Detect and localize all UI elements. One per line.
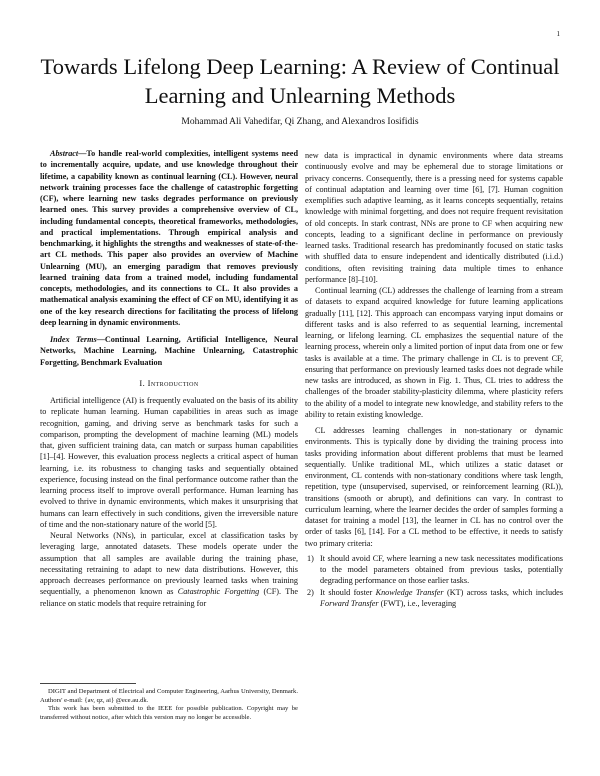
criteria-text: It should avoid CF, where learning a new task necessitates modifications to the model parameters obtained from previous tasks, potentially degrading performance on those earlier tasks.	[320, 553, 563, 586]
intro-paragraph-1: Artificial intelligence (AI) is frequently evaluated on the basis of its ability to replicate human learning. Human capabilities in areas such as image recognition, gaming, and driving serve as benchmark tasks for such a comparison, prompting the development of machine learning (ML) models that, given sufficient training data, can match or surpass human capabilities [1]–[4]. However, this evaluation process neglects a critical aspect of human learning, i.e. its robustness to changing tasks and sequentially obtained experience, focusing instead on the final performance outcome rather than the learning process itself to improve overall performance. Human learning has evolved to thrive in dynamic environments, which makes it unsurprising that humans can learn effectively in such conditions, given the irreversible nature of time and the non-stationary nature of the world [5].	[40, 396, 298, 529]
criteria-number: 1)	[307, 553, 314, 563]
footnote	[40, 688, 298, 722]
left-column	[40, 148, 298, 609]
right-column	[305, 150, 563, 609]
right-paragraph-1: new data is impractical in dynamic environments where data streams continuously evolve and may be ephemeral due to storage limitations or privacy concerns. Consequently, there is a pressing need for systems capable of continual adaptation and learning over time [6], [7]. Human cognition exemplifies such adaptive learning, as it learns concepts sequentially, retains knowledge with minimal forgetting, and does not require frequent revisitation of old concepts. In stark contrast, NNs are prone to CF when acquiring new concepts, leading to a significant decline in performance on previously learned tasks. Traditional research has predominantly focused on static tasks with shuffled data to ensure independent and identically distributed (i.i.d.) conditions, often revisiting training data multiple times to enhance performance [8]–[10].	[305, 151, 563, 284]
page-number: 1	[556, 30, 560, 38]
criteria-list	[305, 553, 563, 609]
index-terms	[40, 334, 298, 368]
criteria-item	[305, 587, 563, 610]
criteria-text-c: (FWT), i.e., leveraging	[378, 598, 457, 608]
criteria-text-b: (KT) across tasks, which includes	[443, 587, 564, 597]
footnote-affiliation: DIGIT and Department of Electrical and Computer Engineering, Aarhus University, Denmark. Authors' e-mail: {av, qz, ai} @ece.au.dk.	[40, 688, 298, 704]
intro-p2-text-a: Neural Networks (NNs), in particular, excel at classification tasks by leveraging large, annotated datasets. These models operate under the assumption that all samples are available during the training phase, necessitating retraining to adapt to new data distributions. However, this approach decreases performance on previously learned tasks when training sequentially, a phenomenon known as	[40, 531, 298, 597]
intro-paragraph-2	[40, 530, 298, 609]
index-terms-label: Index Terms	[50, 335, 97, 344]
footnote-rule	[40, 683, 136, 684]
criteria-term-fwt: Forward Transfer	[320, 598, 379, 608]
abstract	[40, 148, 298, 328]
right-paragraph-3: CL addresses learning challenges in non-stationary or dynamic environments. This is typically done by dividing the training process into tasks providing information about different problems that must be learned sequentially. Unlike traditional ML, which utilizes a static dataset or environment, CL contends with non-stationary conditions where task length, repetition, type (unsupervised, supervised, or reinforcement learning (RL)), transitions (smooth or abrupt), and definitions can vary. In contrast to curriculum learning, where the learner decides the order of samples forming a dataset for training a model [13], the learner in CL has no control over the order of tasks [6], [14]. For a CL method to be effective, it needs to satisfy two primary criteria:	[305, 426, 563, 548]
intro-p2-term: Catastrophic Forgetting	[177, 587, 260, 597]
abstract-text: —To handle real-world complexities, intelligent systems need to incrementally acquire, update, and use knowledge throughout their lifetime, a capability known as continual learning (CL). However, neural network training processes face the challenge of catastrophic forgetting (CF), where learning new tasks degrades performance on previously learned ones. This survey provides a comprehensive overview of CL, including fundamental concepts, theoretical frameworks, methodologies, and practical implementations. Through empirical analysis and benchmarking, it highlights the strengths and weaknesses of state-of-the-art CL methods. This paper also provides an overview of Machine Unlearning (MU), an emerging paradigm that removes previously learned training data from a trained model, including fundamental concepts, methodologies, and its connections to CL. It also provides a mathematical analysis examining the effect of CF on MU, identifying it as one of the key research directions for facilitating the process of lifelong deep learning in dynamic environments.	[40, 149, 298, 327]
section-heading-introduction	[40, 378, 298, 389]
section-title: Introduction	[147, 377, 199, 388]
criteria-number: 2)	[307, 587, 314, 597]
paper-title: Towards Lifelong Deep Learning: A Review of Continual Learning and Unlearning Methods	[40, 54, 560, 108]
criteria-term-kt: Knowledge Transfer	[375, 587, 444, 597]
criteria-text-a: It should foster	[320, 587, 376, 597]
criteria-item	[305, 553, 563, 587]
footnote-submission-note: This work has been submitted to the IEEE for possible publication. Copyright may be transferred without notice, after which this version may no longer be accessible.	[40, 705, 298, 721]
right-paragraph-2: Continual learning (CL) addresses the challenge of learning from a stream of datasets to expand acquired knowledge for future learning applications gradually [11], [12]. This approach can encompass varying input domains or different tasks and is also referred to as sequential learning, incremental learning, or lifelong learning. CL emphasizes the sequential nature of the learning process, wherein only a limited portion of input data from one or few tasks is available at a time. The primary challenge in CL is to prevent CF, ensuring that performance on previously learned tasks does not degrade while new tasks are introduced, as shown in Fig. 1. Thus, CL tries to address the challenges of the broader stability-plasticity dilemma, where plasticity refers to the ability of a model to integrate new knowledge, and stability refers to the ability to retain existing knowledge.	[305, 286, 563, 419]
section-numeral: I.	[139, 377, 146, 388]
index-terms-text: —Continual Learning, Artificial Intelligence, Neural Networks, Machine Learning, Machine Unlearning, Catastrophic Forgetting, Benchmark Evaluation	[40, 335, 298, 367]
intro-p2-text-b: (CF). The reliance on static models that require retraining for	[40, 587, 298, 608]
author-list: Mohammad Ali Vahedifar, Qi Zhang, and Alexandros Iosifidis	[181, 117, 419, 127]
abstract-label: Abstract	[50, 149, 79, 158]
